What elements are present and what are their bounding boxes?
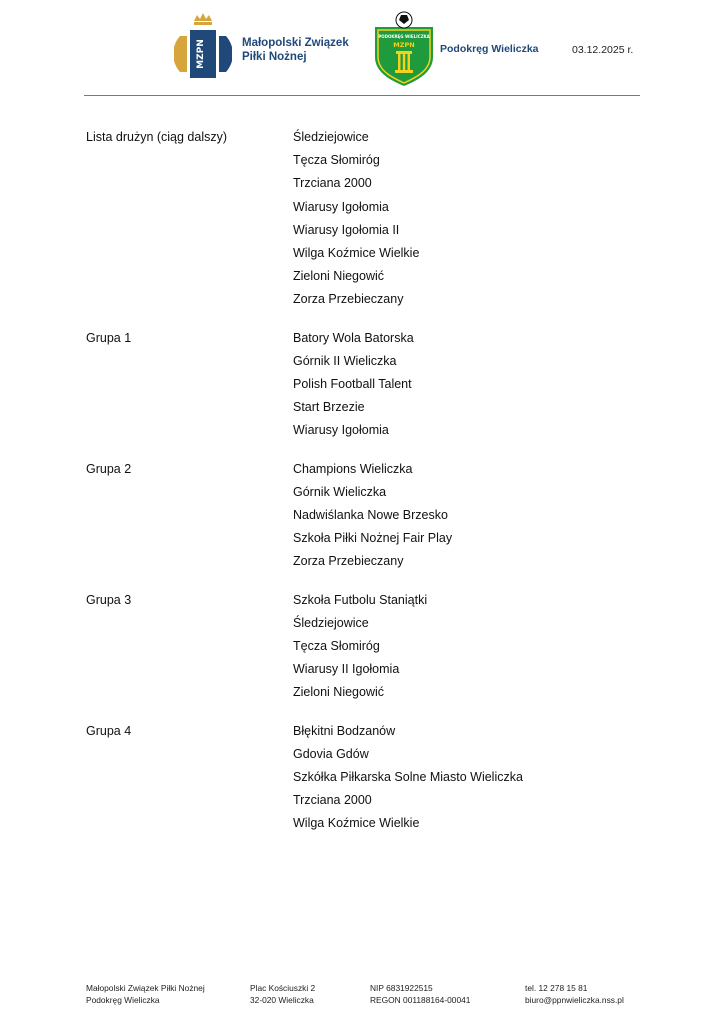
team-list bbox=[86, 589, 646, 705]
team-item: Tęcza Słomiróg bbox=[293, 153, 380, 168]
footer-organization bbox=[86, 982, 205, 1006]
group-label: Grupa 3 bbox=[86, 592, 132, 607]
team-item: Szkoła Piłki Nożnej Fair Play bbox=[293, 531, 453, 546]
team-item: Wiarusy Igołomia bbox=[293, 423, 389, 438]
mzpn-name-line2: Piłki Nożnej bbox=[242, 50, 307, 63]
group-2 bbox=[86, 458, 646, 574]
footer-email: biuro@ppnwieliczka.nss.pl bbox=[525, 995, 624, 1006]
mzpn-logo bbox=[174, 12, 232, 82]
team-item: Polish Football Talent bbox=[293, 377, 412, 392]
team-item: Wilga Koźmice Wielkie bbox=[293, 246, 420, 261]
mzpn-name-line1: Małopolski Związek bbox=[242, 37, 349, 49]
team-item: Batory Wola Batorska bbox=[293, 330, 414, 345]
team-item: Zorza Przebieczany bbox=[293, 292, 404, 307]
group-team-list-continued bbox=[86, 126, 646, 312]
team-groups bbox=[86, 126, 646, 851]
team-item: Szkoła Futbolu Staniątki bbox=[293, 592, 428, 607]
team-item: Szkółka Piłkarska Solne Miasto Wieliczka bbox=[293, 770, 523, 785]
footer-regon: REGON 001188164-00041 bbox=[370, 995, 471, 1006]
document-footer bbox=[86, 982, 646, 1012]
group-label: Grupa 2 bbox=[86, 461, 132, 476]
podokreg-badge-mid: MZPN bbox=[393, 41, 415, 49]
podokreg-logo bbox=[371, 11, 437, 87]
team-item: Zorza Przebieczany bbox=[293, 554, 404, 569]
team-item: Śledziejowice bbox=[293, 615, 369, 630]
team-list bbox=[86, 720, 646, 836]
team-item: Zieloni Niegowić bbox=[293, 269, 385, 284]
team-list bbox=[86, 458, 646, 574]
footer-phone: tel. 12 278 15 81 bbox=[525, 983, 588, 993]
podokreg-badge-top: PODOKRĘG WIELICZKA bbox=[378, 34, 430, 39]
team-item: Trzciana 2000 bbox=[293, 793, 372, 808]
team-item: Górnik II Wieliczka bbox=[293, 353, 397, 368]
footer-contact bbox=[525, 982, 624, 1006]
team-item: Wilga Koźmice Wielkie bbox=[293, 816, 420, 831]
footer-city: 32-020 Wieliczka bbox=[250, 995, 314, 1006]
group-label: Lista drużyn (ciąg dalszy) bbox=[86, 130, 228, 144]
team-list bbox=[86, 327, 646, 443]
footer-street: Plac Kościuszki 2 bbox=[250, 983, 316, 993]
footer-address bbox=[250, 982, 315, 1006]
group-4 bbox=[86, 720, 646, 836]
footer-org-unit: Podokręg Wieliczka bbox=[86, 995, 160, 1006]
footer-org-name: Małopolski Związek Piłki Nożnej bbox=[86, 983, 205, 993]
team-item: Nadwiślanka Nowe Brzesko bbox=[293, 508, 448, 523]
mzpn-logo-text: MZPN bbox=[196, 39, 206, 69]
footer-registration bbox=[370, 982, 470, 1006]
group-label: Grupa 1 bbox=[86, 330, 132, 345]
footer-nip: NIP 6831922515 bbox=[370, 983, 433, 993]
team-item: Tęcza Słomiróg bbox=[293, 639, 380, 654]
team-item: Śledziejowice bbox=[293, 130, 369, 144]
group-1 bbox=[86, 327, 646, 443]
header-divider bbox=[84, 95, 640, 96]
document-date: 03.12.2025 r. bbox=[572, 44, 634, 56]
group-label: Grupa 4 bbox=[86, 723, 132, 738]
team-item: Start Brzezie bbox=[293, 400, 365, 415]
podokreg-name: Podokręg Wieliczka bbox=[440, 43, 539, 55]
team-list bbox=[86, 126, 646, 312]
team-item: Trzciana 2000 bbox=[293, 176, 372, 191]
team-item: Champions Wieliczka bbox=[293, 461, 413, 476]
group-3 bbox=[86, 589, 646, 705]
team-item: Wiarusy II Igołomia bbox=[293, 662, 400, 677]
team-item: Wiarusy Igołomia bbox=[293, 199, 389, 214]
team-item: Gdovia Gdów bbox=[293, 746, 369, 761]
mzpn-name bbox=[242, 37, 372, 64]
team-item: Wiarusy Igołomia II bbox=[293, 222, 400, 237]
team-item: Błękitni Bodzanów bbox=[293, 723, 396, 738]
document-header bbox=[0, 0, 724, 96]
team-item: Zieloni Niegowić bbox=[293, 685, 385, 700]
team-item: Górnik Wieliczka bbox=[293, 484, 387, 499]
